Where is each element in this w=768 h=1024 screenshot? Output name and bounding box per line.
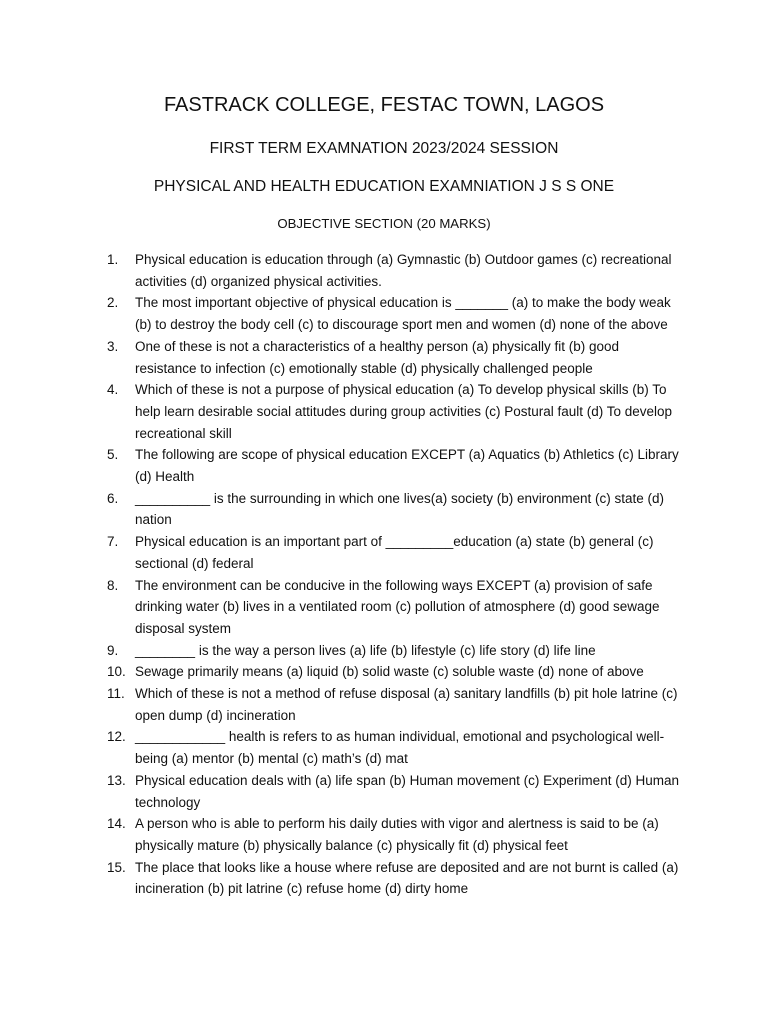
question-number: 1. [107, 252, 119, 267]
question-text: ____________ health is refers to as human individual, emotional and psychological well-being (a) mentor (b) mental (c) math’s (d) mat [135, 729, 665, 767]
question-text: Physical education is an important part of _________education (a) state (b) general (c) sectional (d) federal [135, 534, 654, 571]
question-text: Physical education deals with (a) life span (b) Human movement (c) Experiment (d) Human technology [135, 772, 679, 810]
school-title: FASTRACK COLLEGE, FESTAC TOWN, LAGOS [163, 94, 605, 116]
question-item [107, 661, 679, 683]
question-number: 14. [107, 816, 126, 832]
question-text: A person who is able to perform his daily duties with vigor and alertness is said to be (a) physically mature (b) physically balance (c) physically fit (d) physical feet [135, 816, 659, 853]
question-text: __________ is the surrounding in which one lives(a) society (b) environment (c) state (d) nation [135, 490, 665, 528]
question-item [107, 770, 679, 813]
question-item [107, 249, 679, 292]
question-item [107, 379, 679, 444]
question-text: Which of these is not a method of refuse disposal (a) sanitary landfills (b) pit hole latrine (c) open dump (d) incineration [135, 686, 678, 723]
question-text: Which of these is not a purpose of physical education (a) To develop physical skills (b) To help learn desirable social attitudes during group activities (c) Postural fault (d) To develop recreational skill [135, 382, 673, 441]
question-text: The most important objective of physical education is _______ (a) to make the body weak (b) to destroy the body cell (c) to discourage sport men and women (d) none of the above [135, 295, 671, 333]
question-number: 10. [107, 664, 126, 680]
subject-title: PHYSICAL AND HEALTH EDUCATION EXAMNIATION J S S ONE [153, 178, 615, 195]
question-number: 12. [107, 729, 126, 745]
question-text: The following are scope of physical education EXCEPT (a) Aquatics (b) Athletics (c) Library (d) Health [135, 447, 679, 485]
question-number: 5. [107, 447, 119, 463]
question-text: The place that looks like a house where refuse are deposited and are not burnt is called (a) incineration (b) pit latrine (c) refuse home (d) dirty home [135, 859, 679, 897]
question-text: Sewage primarily means (a) liquid (b) solid waste (c) soluble waste (d) none of above [135, 664, 644, 680]
question-text: Physical education is education through (a) Gymnastic (b) Outdoor games (c) recreational activities (d) organized physical activities. [135, 252, 672, 289]
section-title: OBJECTIVE SECTION (20 MARKS) [277, 216, 491, 231]
question-item [107, 813, 679, 856]
question-number: 15. [107, 859, 126, 875]
question-item [107, 640, 679, 662]
question-item [107, 726, 679, 769]
question-item [107, 292, 679, 335]
question-item [107, 444, 679, 487]
question-number: 8. [107, 577, 119, 593]
question-number: 6. [107, 490, 119, 506]
question-number: 7. [107, 534, 119, 550]
question-number: 2. [107, 295, 119, 311]
question-number: 4. [107, 382, 119, 398]
question-item [107, 488, 679, 531]
question-number: 3. [107, 338, 119, 354]
question-list [107, 249, 679, 900]
exam-title: FIRST TERM EXAMNATION 2023/2024 SESSION [209, 140, 559, 157]
question-number: 9. [107, 642, 119, 658]
question-item [107, 857, 679, 900]
question-text: ________ is the way a person lives (a) life (b) lifestyle (c) life story (d) life line [135, 642, 596, 658]
question-item [107, 683, 679, 726]
question-text: The environment can be conducive in the following ways EXCEPT (a) provision of safe drinking water (b) lives in a ventilated room (c) pollution of atmosphere (d) good sewage disposal system [135, 577, 660, 636]
question-number: 11. [107, 686, 125, 702]
question-number: 13. [107, 772, 126, 788]
question-item [107, 575, 679, 640]
question-item [107, 531, 679, 574]
question-item [107, 336, 679, 379]
question-text: One of these is not a characteristics of a healthy person (a) physically fit (b) good resistance to infection (c) emotionally stable (d) physically challenged people [135, 338, 619, 376]
